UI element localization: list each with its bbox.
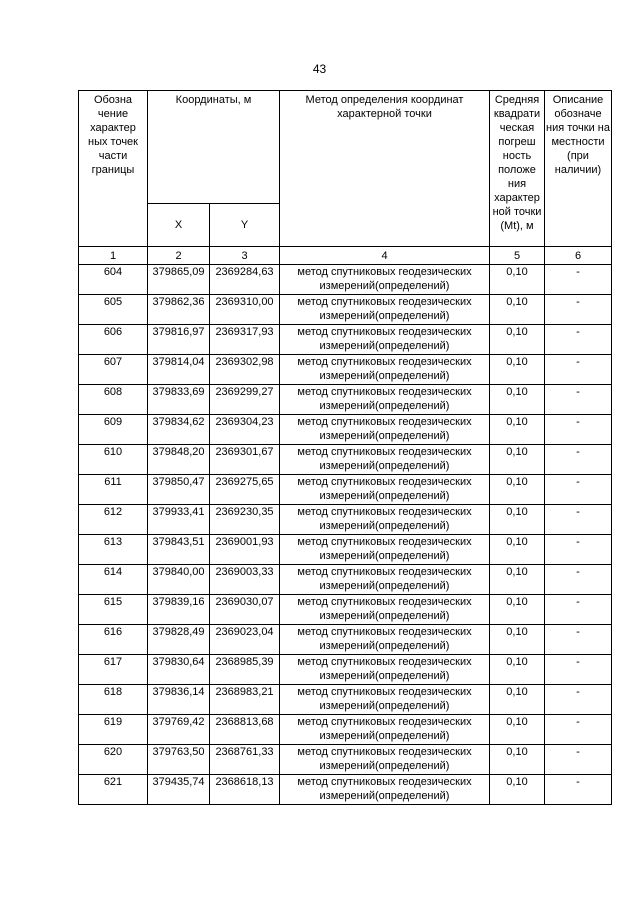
x-coordinate-cell: 379828,49 xyxy=(148,625,210,655)
method-cell: метод спутниковых геодезических измерений(определений) xyxy=(280,535,490,565)
description-cell: - xyxy=(545,505,612,535)
error-cell: 0,10 xyxy=(490,745,545,775)
x-coordinate-cell: 379763,50 xyxy=(148,745,210,775)
x-coordinate-cell: 379816,97 xyxy=(148,325,210,355)
page-number: 43 xyxy=(312,62,327,76)
x-coordinate-cell: 379830,64 xyxy=(148,655,210,685)
point-id-cell: 611 xyxy=(79,475,148,505)
error-cell: 0,10 xyxy=(490,325,545,355)
column-number: 4 xyxy=(280,247,490,265)
column-numbers-row xyxy=(79,247,612,265)
point-id-cell: 610 xyxy=(79,445,148,475)
method-cell: метод спутниковых геодезических измерений(определений) xyxy=(280,595,490,625)
description-cell: - xyxy=(545,475,612,505)
y-coordinate-cell: 2369230,35 xyxy=(210,505,280,535)
table-row xyxy=(79,595,612,625)
point-id-cell: 618 xyxy=(79,685,148,715)
method-cell: метод спутниковых геодезических измерений(определений) xyxy=(280,745,490,775)
point-id-cell: 607 xyxy=(79,355,148,385)
description-cell: - xyxy=(545,565,612,595)
y-coordinate-cell: 2369304,23 xyxy=(210,415,280,445)
method-cell: метод спутниковых геодезических измерений(определений) xyxy=(280,685,490,715)
header-mean-square-error: Средняя квадрати ческая погреш ность положе ния характер ной точки (Mt), м xyxy=(490,91,545,247)
table-row xyxy=(79,385,612,415)
table-row xyxy=(79,625,612,655)
description-cell: - xyxy=(545,295,612,325)
description-cell: - xyxy=(545,775,612,805)
column-number: 1 xyxy=(79,247,148,265)
y-coordinate-cell: 2368761,33 xyxy=(210,745,280,775)
x-coordinate-cell: 379833,69 xyxy=(148,385,210,415)
description-cell: - xyxy=(545,325,612,355)
error-cell: 0,10 xyxy=(490,775,545,805)
x-coordinate-cell: 379933,41 xyxy=(148,505,210,535)
error-cell: 0,10 xyxy=(490,505,545,535)
x-coordinate-cell: 379814,04 xyxy=(148,355,210,385)
header-x: X xyxy=(148,204,210,247)
y-coordinate-cell: 2368983,21 xyxy=(210,685,280,715)
error-cell: 0,10 xyxy=(490,415,545,445)
header-method: Метод определения координат характерной точки xyxy=(280,91,490,247)
point-id-cell: 605 xyxy=(79,295,148,325)
x-coordinate-cell: 379848,20 xyxy=(148,445,210,475)
column-number: 2 xyxy=(148,247,210,265)
point-id-cell: 609 xyxy=(79,415,148,445)
table-row xyxy=(79,475,612,505)
table-row xyxy=(79,565,612,595)
error-cell: 0,10 xyxy=(490,445,545,475)
point-id-cell: 621 xyxy=(79,775,148,805)
y-coordinate-cell: 2368618,13 xyxy=(210,775,280,805)
method-cell: метод спутниковых геодезических измерений(определений) xyxy=(280,265,490,295)
method-cell: метод спутниковых геодезических измерений(определений) xyxy=(280,295,490,325)
x-coordinate-cell: 379836,14 xyxy=(148,685,210,715)
y-coordinate-cell: 2369023,04 xyxy=(210,625,280,655)
method-cell: метод спутниковых геодезических измерений(определений) xyxy=(280,385,490,415)
y-coordinate-cell: 2369275,65 xyxy=(210,475,280,505)
table-row xyxy=(79,325,612,355)
error-cell: 0,10 xyxy=(490,265,545,295)
point-id-cell: 613 xyxy=(79,535,148,565)
y-coordinate-cell: 2369317,93 xyxy=(210,325,280,355)
table-body xyxy=(79,265,612,805)
description-cell: - xyxy=(545,445,612,475)
table-row xyxy=(79,775,612,805)
error-cell: 0,10 xyxy=(490,355,545,385)
method-cell: метод спутниковых геодезических измерений(определений) xyxy=(280,415,490,445)
error-cell: 0,10 xyxy=(490,715,545,745)
point-id-cell: 612 xyxy=(79,505,148,535)
point-id-cell: 620 xyxy=(79,745,148,775)
method-cell: метод спутниковых геодезических измерений(определений) xyxy=(280,625,490,655)
description-cell: - xyxy=(545,355,612,385)
point-id-cell: 615 xyxy=(79,595,148,625)
method-cell: метод спутниковых геодезических измерений(определений) xyxy=(280,655,490,685)
error-cell: 0,10 xyxy=(490,475,545,505)
y-coordinate-cell: 2369301,67 xyxy=(210,445,280,475)
description-cell: - xyxy=(545,685,612,715)
error-cell: 0,10 xyxy=(490,595,545,625)
table-row xyxy=(79,715,612,745)
method-cell: метод спутниковых геодезических измерений(определений) xyxy=(280,355,490,385)
point-id-cell: 619 xyxy=(79,715,148,745)
table-row xyxy=(79,415,612,445)
x-coordinate-cell: 379435,74 xyxy=(148,775,210,805)
x-coordinate-cell: 379840,00 xyxy=(148,565,210,595)
method-cell: метод спутниковых геодезических измерений(определений) xyxy=(280,475,490,505)
y-coordinate-cell: 2369299,27 xyxy=(210,385,280,415)
header-coordinates: Координаты, м xyxy=(148,91,280,204)
x-coordinate-cell: 379843,51 xyxy=(148,535,210,565)
description-cell: - xyxy=(545,715,612,745)
error-cell: 0,10 xyxy=(490,295,545,325)
error-cell: 0,10 xyxy=(490,655,545,685)
table-header xyxy=(79,91,612,265)
point-id-cell: 606 xyxy=(79,325,148,355)
error-cell: 0,10 xyxy=(490,625,545,655)
x-coordinate-cell: 379865,09 xyxy=(148,265,210,295)
table-row xyxy=(79,685,612,715)
y-coordinate-cell: 2369003,33 xyxy=(210,565,280,595)
x-coordinate-cell: 379839,16 xyxy=(148,595,210,625)
point-id-cell: 617 xyxy=(79,655,148,685)
table-row xyxy=(79,445,612,475)
table-row xyxy=(79,295,612,325)
header-y: Y xyxy=(210,204,280,247)
error-cell: 0,10 xyxy=(490,685,545,715)
y-coordinate-cell: 2368985,39 xyxy=(210,655,280,685)
method-cell: метод спутниковых геодезических измерений(определений) xyxy=(280,505,490,535)
description-cell: - xyxy=(545,415,612,445)
x-coordinate-cell: 379862,36 xyxy=(148,295,210,325)
x-coordinate-cell: 379769,42 xyxy=(148,715,210,745)
x-coordinate-cell: 379850,47 xyxy=(148,475,210,505)
table-row xyxy=(79,535,612,565)
column-number: 6 xyxy=(545,247,612,265)
description-cell: - xyxy=(545,535,612,565)
y-coordinate-cell: 2369302,98 xyxy=(210,355,280,385)
description-cell: - xyxy=(545,385,612,415)
header-point-designation: Обозна чение характер ных точек части границы xyxy=(79,91,148,247)
column-number: 3 xyxy=(210,247,280,265)
y-coordinate-cell: 2369030,07 xyxy=(210,595,280,625)
y-coordinate-cell: 2368813,68 xyxy=(210,715,280,745)
x-coordinate-cell: 379834,62 xyxy=(148,415,210,445)
method-cell: метод спутниковых геодезических измерений(определений) xyxy=(280,565,490,595)
y-coordinate-cell: 2369001,93 xyxy=(210,535,280,565)
description-cell: - xyxy=(545,745,612,775)
table-row xyxy=(79,505,612,535)
table-row xyxy=(79,655,612,685)
method-cell: метод спутниковых геодезических измерений(определений) xyxy=(280,445,490,475)
header-point-description: Описание обозначе ния точки на местности (при наличии) xyxy=(545,91,612,247)
y-coordinate-cell: 2369310,00 xyxy=(210,295,280,325)
error-cell: 0,10 xyxy=(490,535,545,565)
description-cell: - xyxy=(545,655,612,685)
description-cell: - xyxy=(545,595,612,625)
y-coordinate-cell: 2369284,63 xyxy=(210,265,280,295)
description-cell: - xyxy=(545,625,612,655)
point-id-cell: 608 xyxy=(79,385,148,415)
method-cell: метод спутниковых геодезических измерений(определений) xyxy=(280,715,490,745)
table-row xyxy=(79,265,612,295)
point-id-cell: 616 xyxy=(79,625,148,655)
table-row xyxy=(79,355,612,385)
error-cell: 0,10 xyxy=(490,565,545,595)
table-row xyxy=(79,745,612,775)
point-id-cell: 614 xyxy=(79,565,148,595)
coordinates-table xyxy=(78,90,612,805)
description-cell: - xyxy=(545,265,612,295)
column-number: 5 xyxy=(490,247,545,265)
method-cell: метод спутниковых геодезических измерений(определений) xyxy=(280,325,490,355)
error-cell: 0,10 xyxy=(490,385,545,415)
point-id-cell: 604 xyxy=(79,265,148,295)
method-cell: метод спутниковых геодезических измерений(определений) xyxy=(280,775,490,805)
